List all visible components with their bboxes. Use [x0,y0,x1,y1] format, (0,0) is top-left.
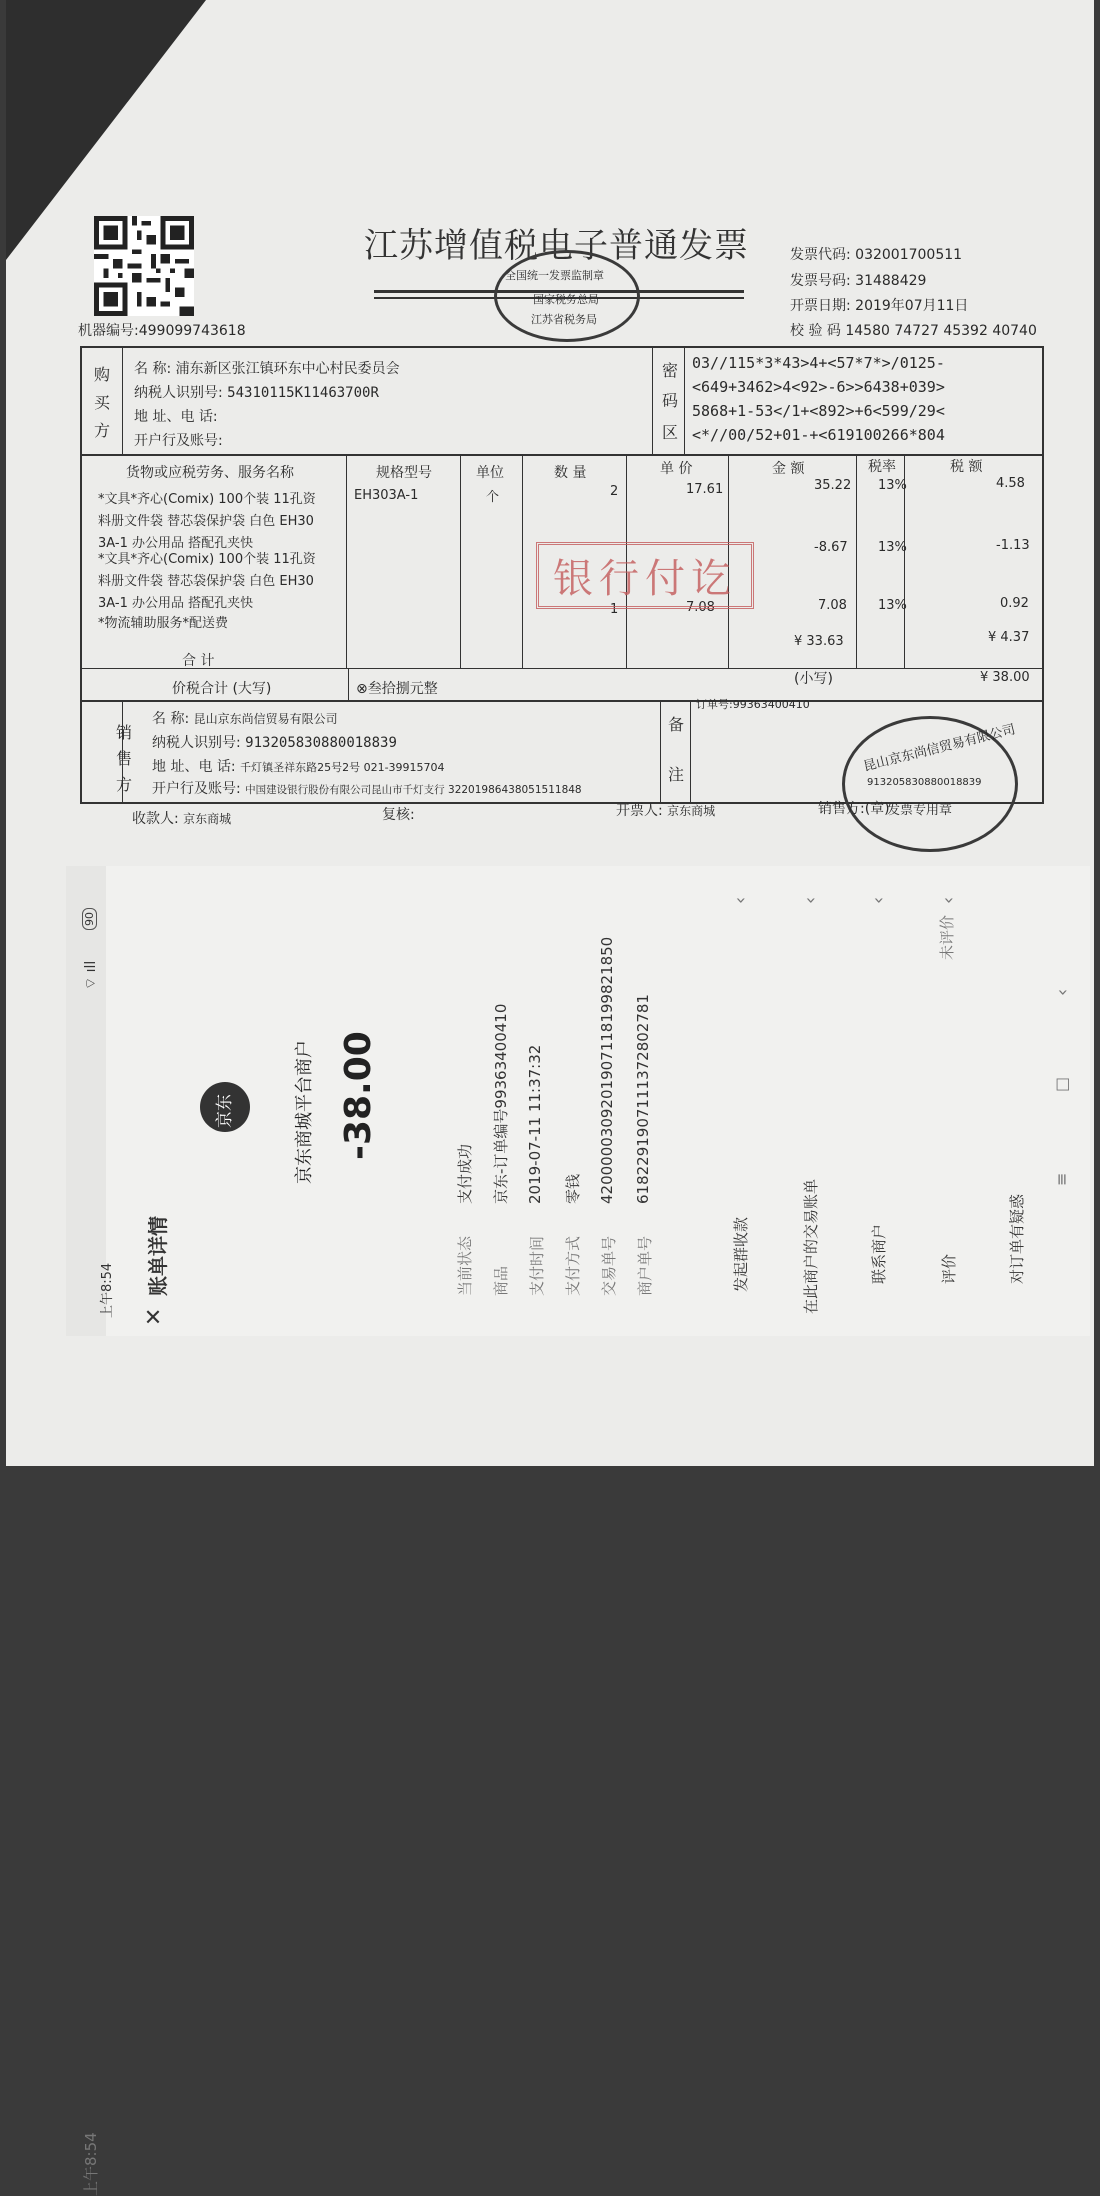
row1-tax: 4.58 [996,476,1025,491]
payment-amount: -38.00 [338,1031,379,1160]
cipher-label-2: 码 [662,391,679,410]
buyer-tax-id: 54310115K11463700R [227,385,379,401]
row3-amount: 7.08 [818,598,847,613]
seller-seal-bottom: 发票专用章 [887,803,953,818]
buyer-tax-row: 纳税人识别号: 54310115K11463700R [134,385,379,401]
detail-label-method: 支付方式 [564,1235,582,1296]
seal-mid-text: 国家税务总局 [533,293,599,306]
buyer-side-label-3: 方 [94,421,111,440]
seller-signature: 销售方:(章) [818,801,890,817]
seller-side-label-2: 售 [116,749,133,768]
page-title: 账单详情 [146,1216,170,1296]
row2-rate: 13% [878,540,907,555]
action-order-question[interactable]: 对订单有疑惑 [1008,1193,1026,1284]
cipher-line-1: 03//115*3*43>4+<57*7*>/0125- [692,354,945,372]
row1-name-line3: 3A-1 办公用品 搭配孔夹快 [98,536,254,551]
row2-name-line3: 3A-1 办公用品 搭配孔夹快 [98,596,254,611]
remark-label-1: 备 [668,715,685,734]
detail-label-merchant-no: 商户单号 [636,1235,654,1296]
wifi-icon: ⌔ ıll [83,960,99,990]
scanned-paper [6,0,1094,2196]
buyer-side-label-2: 买 [94,393,111,412]
nav-home-icon[interactable]: □ [1052,1076,1071,1092]
payee: 收款人: 京东商城 [132,811,232,827]
total-label: 合 计 [182,653,215,669]
chevron-icon: ‹ [730,896,751,904]
machine-no [78,320,246,340]
buyer-addr-label: 地 址、电 话: [134,409,218,425]
buyer-name-row: 名 称: 浦东新区张江镇环东中心村民委员会 [134,361,400,377]
grand-total-label: 价税合计 (大写) [172,681,272,697]
machine-no-value: 499099743618 [138,323,246,339]
seller-tax-id: 913205830880018839 [245,735,397,751]
detail-label-product: 商品 [492,1265,510,1296]
col-header-price: 单 价 [660,461,693,477]
col-header-unit: 单位 [476,465,504,481]
seller-seal-top: 昆山京东尚信贸易有限公司 [861,722,1017,775]
cipher-line-2: <649+3462>4<92>-6>>6438+039> [692,378,945,396]
check-code: 校 验 码 14580 74727 45392 40740 [790,323,1037,339]
row3-tax: 0.92 [1000,596,1029,611]
buyer-name: 浦东新区张江镇环东中心村民委员会 [175,361,400,377]
detail-label-time: 支付时间 [528,1235,546,1296]
tax-bureau-seal [494,250,640,342]
row1-amount: 35.22 [814,478,852,493]
close-icon[interactable]: ✕ [142,1307,167,1326]
row2-name-line1: *文具*齐心(Comix) 100个装 11孔资 [98,552,316,567]
chevron-icon: ‹ [868,896,889,904]
cipher-line-3: 5868+1-53</1+<892>+6<599/29< [692,402,945,420]
reviewer-label: 复核: [382,807,415,823]
col-header-tax: 税 额 [950,459,983,475]
battery-indicator: 90 [82,908,97,930]
row1-rate: 13% [878,478,907,493]
drawer: 开票人: 京东商城 [616,803,716,819]
col-header-amount: 金 额 [772,461,805,477]
action-group-collect[interactable]: 发起群收款 [732,1216,750,1292]
buyer-bank-label: 开户行及账号: [134,433,223,449]
cipher-line-4: <*//00/52+01-+<619100266*804 [692,426,945,444]
total-tax: ¥ 4.37 [988,630,1030,645]
chevron-icon: ‹ [938,896,959,904]
grand-small-value: ¥ 38.00 [980,670,1030,685]
chevron-icon: ‹ [800,896,821,904]
seller-side-label-3: 方 [116,775,133,794]
merchant-logo-text: 京东 [215,1094,235,1128]
row1-qty: 2 [610,484,619,499]
seal-bottom-text: 江苏省税务局 [531,313,597,326]
row2-name-line2: 料册文件袋 替芯袋保护袋 白色 EH30 [98,574,314,589]
seller-name-row: 名 称: 昆山京东尚信贸易有限公司 [152,711,338,727]
seller-bank: 中国建设银行股份有限公司昆山市千灯支行 32201986438051511848 [245,784,582,796]
action-contact-merchant[interactable]: 联系商户 [870,1223,888,1284]
buyer-side-label-1: 购 [94,365,111,384]
col-header-name: 货物或应税劳务、服务名称 [126,465,294,481]
invoice-code: 发票代码: 032001700511 [790,247,963,263]
machine-no-label: 机器编号: [78,323,139,339]
seller-seal-id: 913205830880018839 [867,777,982,788]
remark-order-no: 订单号:99363400410 [696,698,810,711]
detail-label-txn: 交易单号 [600,1235,618,1296]
invoice-number: 发票号码: 31488429 [790,273,927,289]
detail-value-time: 2019-07-11 11:37:32 [526,1044,544,1204]
nav-menu-icon[interactable]: ≡ [1052,1172,1071,1186]
col-header-rate: 税率 [868,459,896,475]
invoice-date: 开票日期: 2019年07月11日 [790,298,969,314]
seller-invoice-seal [842,716,1018,852]
row3-rate: 13% [878,598,907,613]
cipher-label-3: 区 [662,423,679,442]
seller-tax-row: 纳税人识别号: 913205830880018839 [152,735,397,751]
row3-price: 7.08 [686,600,715,615]
qr-code-icon [94,216,194,316]
grand-small-label: (小写) [794,671,833,687]
status-time: 上午8:54 [82,2132,100,2196]
action-rate[interactable]: 评价 [940,1253,958,1284]
row1-name-line2: 料册文件袋 替芯袋保护袋 白色 EH30 [98,514,314,529]
seller-name: 昆山京东尚信贸易有限公司 [193,712,338,726]
action-merchant-bills[interactable]: 在此商户的交易账单 [802,1178,820,1314]
row1-unit: 个 [486,490,500,505]
seller-addr: 千灯镇圣祥东路25号2号 021-39915704 [240,761,445,774]
row1-name-line1: *文具*齐心(Comix) 100个装 11孔资 [98,492,316,507]
remark-label-2: 注 [668,765,685,784]
row3-qty: 1 [610,602,619,617]
col-header-spec: 规格型号 [376,465,432,481]
invoice-title: 江苏增值税电子普通发票 [364,226,749,266]
seller-side-label-1: 销 [116,723,133,742]
rating-status: 未评价 [938,914,956,960]
nav-back-icon[interactable]: ‹ [1052,988,1073,996]
row2-amount: -8.67 [814,540,848,555]
col-header-qty: 数 量 [554,465,587,481]
detail-value-method: 零钱 [564,1173,582,1204]
detail-value-status: 支付成功 [456,1143,474,1204]
total-amount: ¥ 33.63 [794,634,844,649]
seal-top-text: 全国统一发票监制章 [505,269,604,282]
row1-price: 17.61 [686,482,724,497]
detail-value-merchant-no: 6182291907111372802781 [634,994,652,1204]
row2-tax: -1.13 [996,538,1030,553]
detail-value-product: 京东-订单编号99363400410 [492,1003,510,1204]
grand-total-words: ⊗叁拾捌元整 [356,681,438,697]
bank-paid-stamp: 银行付讫 [536,542,754,609]
row3-name: *物流辅助服务*配送费 [98,616,229,631]
detail-label-status: 当前状态 [456,1235,474,1296]
seller-addr-row: 地 址、电 话: 千灯镇圣祥东路25号2号 021-39915704 [152,759,445,775]
detail-value-txn: 4200000309201907118199821850 [598,936,616,1204]
status-time-text: 上午8:54 [100,1262,115,1318]
row1-spec: EH303A-1 [354,488,419,503]
merchant-name: 京东商城平台商户 [294,1040,315,1184]
seller-bank-row: 开户行及账号: 中国建设银行股份有限公司昆山市千灯支行 32201986438051511848 [152,781,582,797]
cipher-label-1: 密 [662,361,679,380]
